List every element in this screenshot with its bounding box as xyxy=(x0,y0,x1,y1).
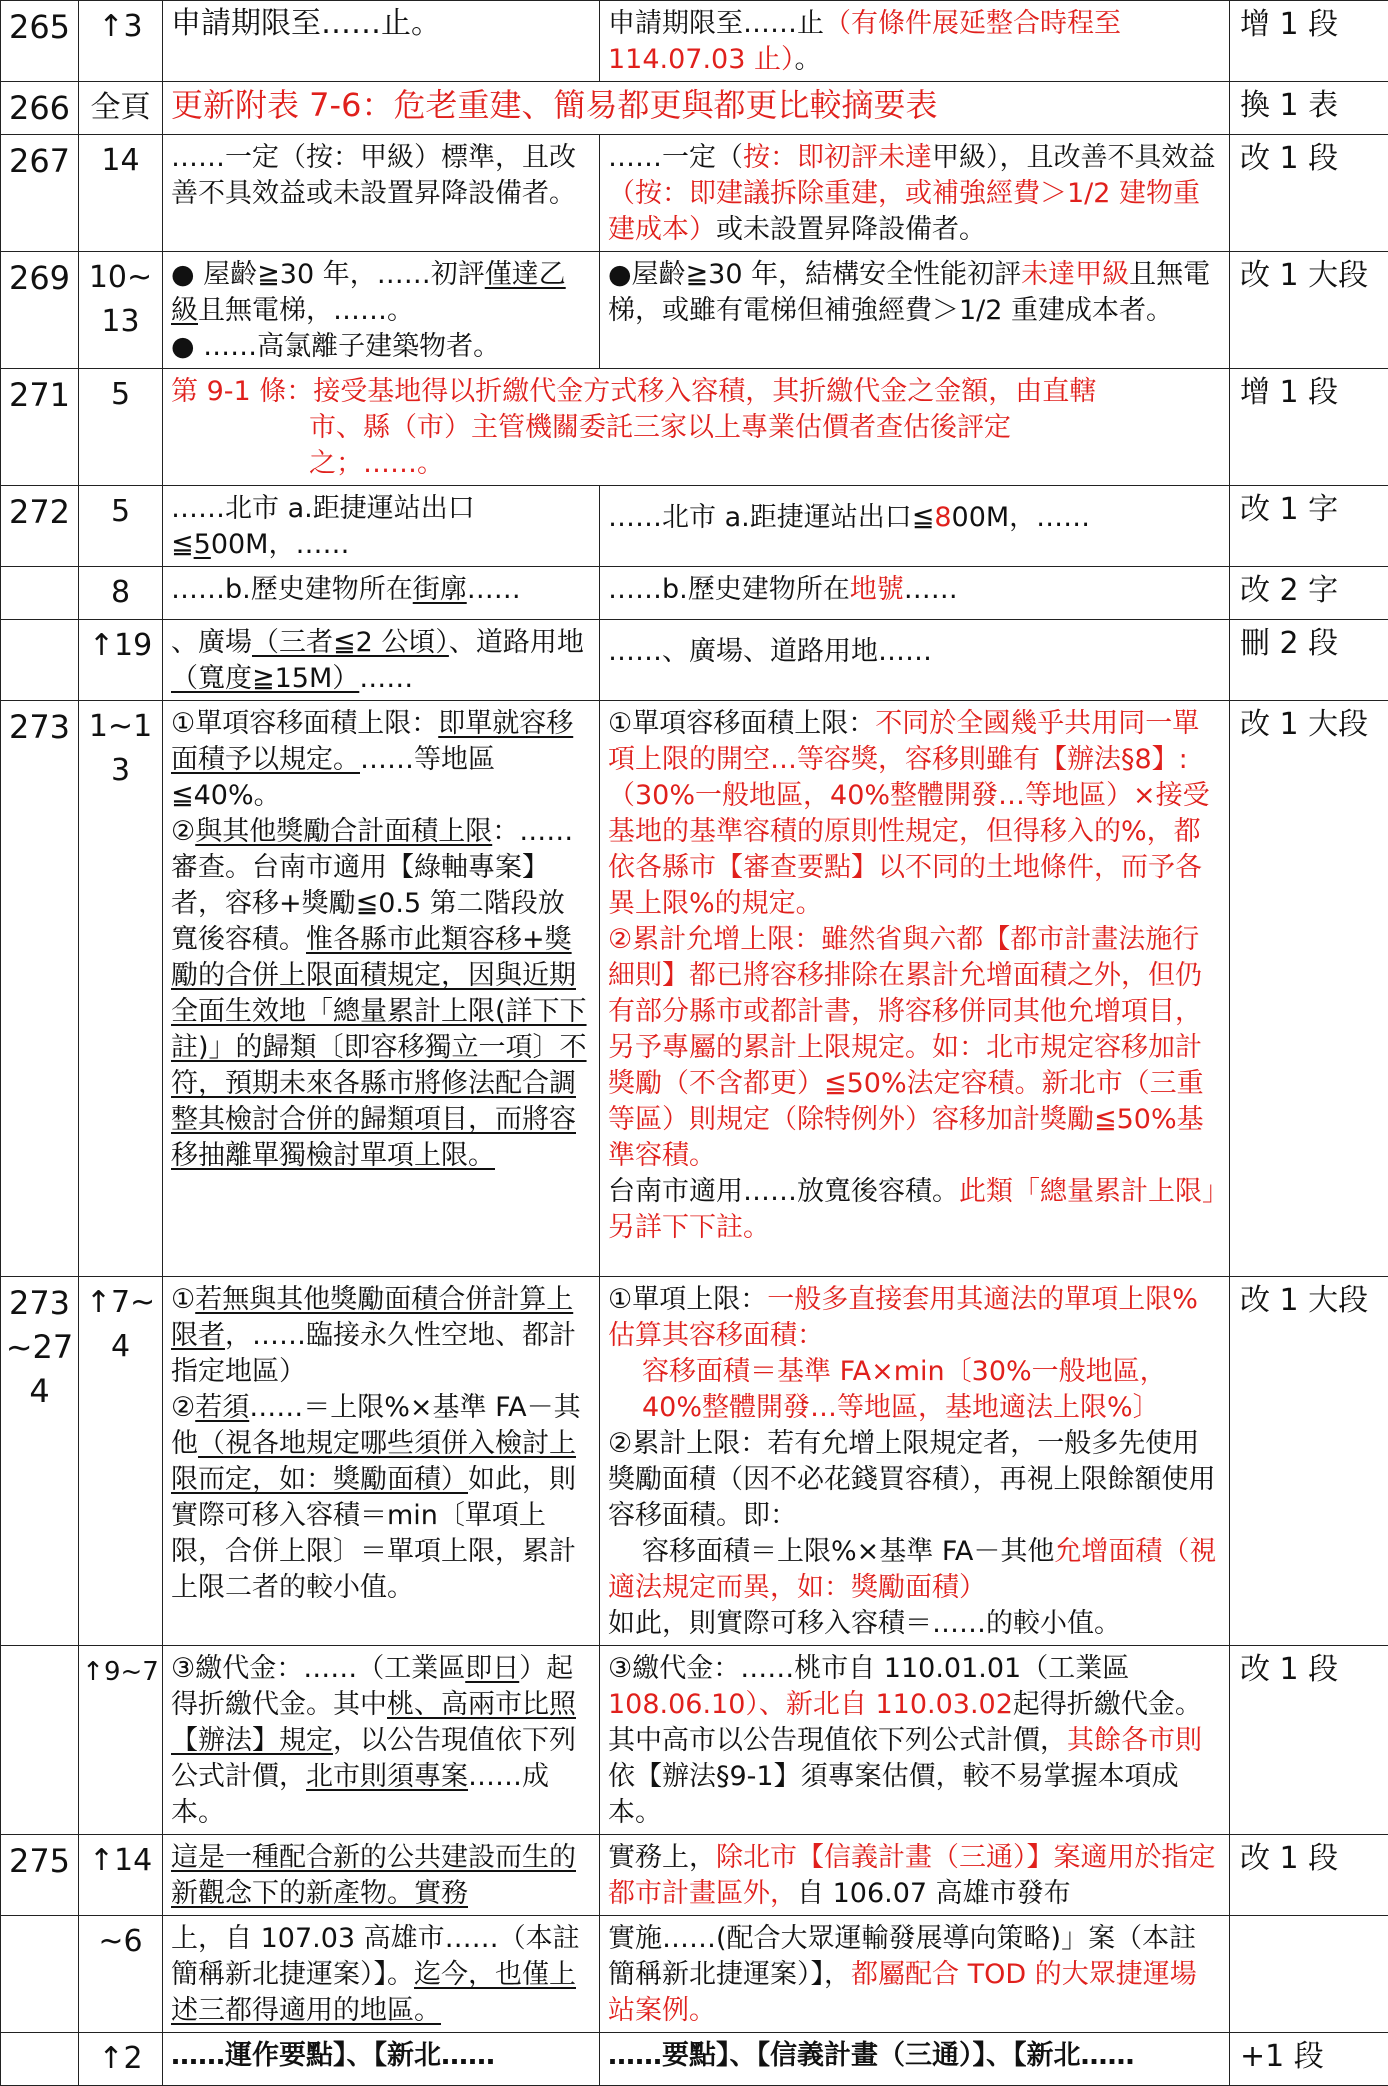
change-type: 刪 2 段 xyxy=(1230,620,1388,701)
page-number: 267 xyxy=(1,135,79,252)
table-row xyxy=(1,701,1388,1277)
table-row xyxy=(1,82,1388,135)
line-ref: ↑2 xyxy=(79,2033,163,2086)
revised-text: ③繳代金：……桃市自 110.01.01（工業區108.06.10）、新北自 110.03.02起得折繳代金。其中高市以公告現值依下列公式計價，其餘各市則依【辦法§9-1】須專案估價，較不易掌握本項成本。 xyxy=(600,1646,1230,1835)
line-ref: ↑9~7 xyxy=(79,1646,163,1835)
page-number xyxy=(1,1646,79,1835)
change-type: 改 1 大段 xyxy=(1230,1277,1388,1646)
original-text: 申請期限至……止。 xyxy=(163,1,600,82)
page-number xyxy=(1,2033,79,2086)
revised-text: ……、廣場、道路用地…… xyxy=(600,620,1230,701)
table-row xyxy=(1,1835,1388,1916)
line-ref: 全頁 xyxy=(79,82,163,135)
table-row xyxy=(1,135,1388,252)
change-type: 改 1 字 xyxy=(1230,486,1388,567)
table-row xyxy=(1,369,1388,486)
original-text: ……北市 a.距捷運站出口≦500M，…… xyxy=(163,486,600,567)
line-ref: 8 xyxy=(79,567,163,620)
page-number: 273 xyxy=(1,701,79,1277)
page-number xyxy=(1,567,79,620)
revised-text: ①單項上限：一般多直接套用其適法的單項上限%估算其容移面積： 容移面積＝基準 FA×min〔30%一般地區，40%整體開發…等地區，基地適法上限%〕 ②累計上限：若有允增上限規定者，一般多先使用獎勵面積（因不必花錢買容積），再視上限餘額使用容移面積。即： 容移面積＝上限%×基準 FA－其他允增面積（視適法規定而異，如：獎勵面積） 如此，則實際可移入容積＝……的較小值。 xyxy=(600,1277,1230,1646)
original-text: 上，自 107.03 高雄市……（本註簡稱新北捷運案）】。迄今，也僅上述三都得適用的地區。 xyxy=(163,1916,600,2033)
original-text: ①單項容移面積上限：即單就容移面積予以規定。……等地區≦40%。 ②與其他獎勵合計面積上限：……審查。台南市適用【綠軸專案】者，容移+獎勵≦0.5 第二階段放寬後容積。惟各縣市此類容移+獎勵的合併上限面積規定，因與近期全面生效地「總量累計上限(詳下下註)」的歸類〔即容移獨立一項〕不符，預期未來各縣市將修法配合調整其檢討合併的歸類項目，而將容移抽離單獨檢討單項上限。 xyxy=(163,701,600,1277)
original-text: ……b.歷史建物所在街廓…… xyxy=(163,567,600,620)
change-type: +1 段 xyxy=(1230,2033,1388,2086)
revised-text: 實施……(配合大眾運輸發展導向策略)」案（本註簡稱新北捷運案）】，都屬配合 TOD 的大眾捷運場站案例。 xyxy=(600,1916,1230,2033)
revised-text: ……北市 a.距捷運站出口≦800M，…… xyxy=(600,486,1230,567)
line-ref: 1~13 xyxy=(79,701,163,1277)
change-type: 改 1 段 xyxy=(1230,1646,1388,1835)
page-number: 265 xyxy=(1,1,79,82)
line-ref: 5 xyxy=(79,369,163,486)
change-type: 改 2 字 xyxy=(1230,567,1388,620)
line-ref: ↑7~4 xyxy=(79,1277,163,1646)
line-ref: 5 xyxy=(79,486,163,567)
revised-text: ……b.歷史建物所在地號…… xyxy=(600,567,1230,620)
revised-text: ……要點】、【信義計畫（三通）】、【新北…… xyxy=(600,2033,1230,2086)
page-number: 275 xyxy=(1,1835,79,1916)
table-row xyxy=(1,1277,1388,1646)
original-text: ● 屋齡≧30 年，……初評僅達乙級且無電梯，……。 ● ……高氯離子建築物者。 xyxy=(163,252,600,369)
change-type: 換 1 表 xyxy=(1230,82,1388,135)
page-number: 269 xyxy=(1,252,79,369)
line-ref: ↑3 xyxy=(79,1,163,82)
merged-note: 第 9-1 條：接受基地得以折繳代金方式移入容積，其折繳代金之金額，由直轄 市、縣（市）主管機關委託三家以上專業估價者查估後評定 之；……。 xyxy=(163,369,1230,486)
page-number: 271 xyxy=(1,369,79,486)
original-text: ③繳代金：……（工業區即日）起得折繳代金。其中桃、高兩市比照【辦法】規定，以公告現值依下列公式計價，北市則須專案……成本。 xyxy=(163,1646,600,1835)
original-text: ……一定（按：甲級）標準，且改善不具效益或未設置昇降設備者。 xyxy=(163,135,600,252)
change-type: 改 1 大段 xyxy=(1230,701,1388,1277)
table-row xyxy=(1,2033,1388,2086)
change-type: 增 1 段 xyxy=(1230,369,1388,486)
original-text: ①若無與其他獎勵面積合併計算上限者，……臨接永久性空地、都計指定地區） ②若須……＝上限%×基準 FA－其他（視各地規定哪些須併入檢討上限而定，如：獎勵面積）如此，則實際可移入容積＝min〔單項上限，合併上限〕＝單項上限，累計上限二者的較小值。 xyxy=(163,1277,600,1646)
table-row xyxy=(1,1,1388,82)
original-text: ……運作要點】、【新北…… xyxy=(163,2033,600,2086)
table-row xyxy=(1,252,1388,369)
revised-text: ●屋齡≧30 年，結構安全性能初評未達甲級且無電梯，或雖有電梯但補強經費＞1/2 重建成本者。 xyxy=(600,252,1230,369)
page-number xyxy=(1,620,79,701)
merged-note: 更新附表 7-6：危老重建、簡易都更與都更比較摘要表 xyxy=(163,82,1230,135)
change-type: 改 1 段 xyxy=(1230,1835,1388,1916)
revised-text: ……一定（按：即初評未達甲級），且改善不具效益（按：即建議拆除重建，或補強經費＞1/2 建物重建成本）或未設置昇降設備者。 xyxy=(600,135,1230,252)
line-ref: ↑14 xyxy=(79,1835,163,1916)
table-row xyxy=(1,1646,1388,1835)
line-ref: 10~13 xyxy=(79,252,163,369)
revised-text: 實務上，除北市【信義計畫（三通）】案適用於指定都市計畫區外，自 106.07 高雄市發布 xyxy=(600,1835,1230,1916)
table-row xyxy=(1,620,1388,701)
page-number: 266 xyxy=(1,82,79,135)
page-number: 272 xyxy=(1,486,79,567)
revised-text: ①單項容移面積上限：不同於全國幾乎共用同一單項上限的開空…等容獎，容移則雖有【辦法§8】:（30%一般地區，40%整體開發…等地區）×接受基地的基準容積的原則性規定，但得移入的%，都依各縣市【審查要點】以不同的土地條件，而予各異上限%的規定。 ②累計允增上限：雖然省與六都【都市計畫法施行細則】都已將容移排除在累計允增面積之外，但仍有部分縣市或都計書，將容移併同其他允增項目，另予專屬的累計上限規定。如：北市規定容移加計獎勵（不含都更）≦50%法定容積。新北市（三重等區）則規定（除特例外）容移加計獎勵≦50%基準容積。 台南市適用……放寬後容積。此類「總量累計上限」另詳下下註。 xyxy=(600,701,1230,1277)
table-row xyxy=(1,486,1388,567)
revised-text: 申請期限至……止（有條件展延整合時程至114.07.03 止）。 xyxy=(600,1,1230,82)
table-row xyxy=(1,567,1388,620)
change-type: 改 1 大段 xyxy=(1230,252,1388,369)
original-text: 、廣場（三者≦2 公頃）、道路用地（寬度≧15M）…… xyxy=(163,620,600,701)
change-type: 增 1 段 xyxy=(1230,1,1388,82)
original-text: 這是一種配合新的公共建設而生的新觀念下的新產物。實務 xyxy=(163,1835,600,1916)
change-type: 改 1 段 xyxy=(1230,135,1388,252)
line-ref: ~6 xyxy=(79,1916,163,2033)
line-ref: 14 xyxy=(79,135,163,252)
page-number: 273~274 xyxy=(1,1277,79,1646)
line-ref: ↑19 xyxy=(79,620,163,701)
